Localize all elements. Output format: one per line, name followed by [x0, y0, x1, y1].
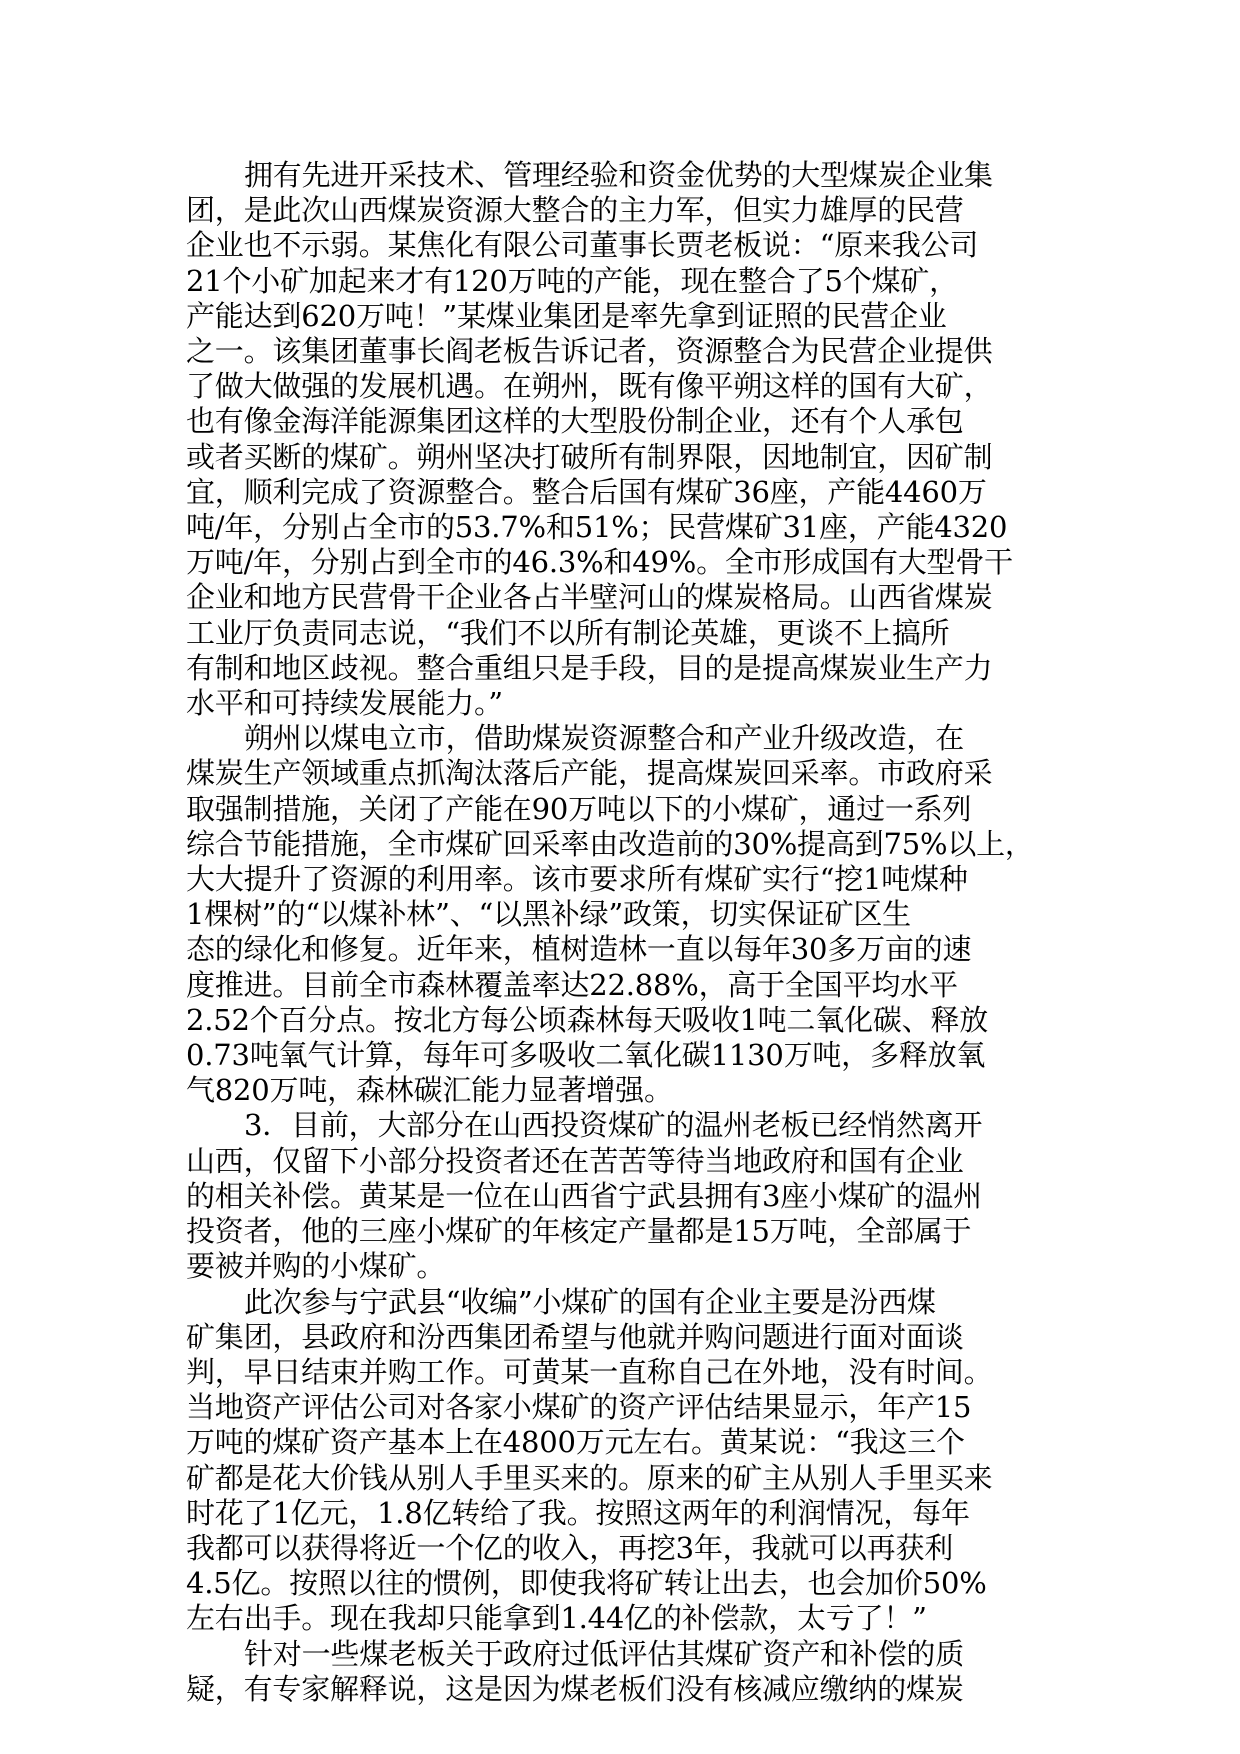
paragraph-expert-explanation: 针对一些煤老板关于政府过低评估其煤矿资产和补偿的质 疑，有专家解释说，这是因为煤老板们没有核减应缴纳的煤炭 [186, 1636, 965, 1706]
paragraph-resource-integration: 拥有先进开采技术、管理经验和资金优势的大型煤炭企业集 团，是此次山西煤炭资源大整合的主力军，但实力雄厚的民营 企业也不示弱。某焦化有限公司董事长贾老板说：“原来我公司 21个小矿加起来才有120万吨的产能，现在整合了5个煤矿， 产能达到620万吨！”某煤业集团是率先拿到证照的民营企业 之一。该集团董事长阎老板告诉记者，资源整合为民营企业提供 了做大做强的发展机遇。在朔州，既有像平朔这样的国有大矿， 也有像金海洋能源集团这样的大型股份制企业，还有个人承包 或者买断的煤矿。朔州坚决打破所有制界限，因地制宜，因矿制 宜，顺利完成了资源整合。整合后国有煤矿36座，产能4460万 吨/年，分别占全市的53.7%和51%；民营煤矿31座，产能4320 万吨/年，分别占到全市的46.3%和49%。全市形成国有大型骨干 企业和地方民营骨干企业各占半壁河山的煤炭格局。山西省煤炭 工业厅负责同志说，“我们不以所有制论英雄，更谈不上搞所 有制和地区歧视。整合重组只是手段，目的是提高煤炭业生产力 水平和可持续发展能力。” [186, 158, 1013, 721]
article-body [186, 158, 1056, 1707]
paragraph-wenzhou-investors: 3．目前，大部分在山西投资煤矿的温州老板已经悄然离开 山西，仅留下小部分投资者还在苦苦等待当地政府和国有企业 的相关补偿。黄某是一位在山西省宁武县拥有3座小煤矿的温州 投资者，他的三座小煤矿的年核定产量都是15万吨，全部属于 要被并购的小煤矿。 [186, 1108, 983, 1284]
paragraph-merger-negotiation: 此次参与宁武县“收编”小煤矿的国有企业主要是汾西煤 矿集团，县政府和汾西集团希望与他就并购问题进行面对面谈 判，早日结束并购工作。可黄某一直称自己在外地，没有时间。 当地资产评估公司对各家小煤矿的资产评估结果显示，年产15 万吨的煤矿资产基本上在4800万元左右。黄某说：“我这三个 矿都是花大价钱从别人手里买来的。原来的矿主从别人手里买来 时花了1亿元，1.8亿转给了我。按照这两年的利润情况，每年 我都可以获得将近一个亿的收入，再挖3年，我就可以再获利 4.5亿。按照以往的惯例，即使我将矿转让出去，也会加价50% 左右出手。现在我却只能拿到1.44亿的补偿款，太亏了！” [186, 1284, 993, 1636]
paragraph-shuozhou-ecology: 朔州以煤电立市，借助煤炭资源整合和产业升级改造，在 煤炭生产领域重点抓淘汰落后产能，提高煤炭回采率。市政府采 取强制措施，关闭了产能在90万吨以下的小煤矿，通过一系列 综合节能措施，全市煤矿回采率由改造前的30%提高到75%以上， 大大提升了资源的利用率。该市要求所有煤矿实行“挖1吨煤种 1棵树”的“以煤补林”、“以黑补绿”政策，切实保证矿区生 态的绿化和修复。近年来，植树造林一直以每年30多万亩的速 度推进。目前全市森林覆盖率达22.88%，高于全国平均水平 2.52个百分点。按北方每公顷森林每天吸收1吨二氧化碳、释放 0.73吨氧气计算，每年可多吸收二氧化碳1130万吨，多释放氧 气820万吨，森林碳汇能力显著增强。 [186, 721, 1034, 1108]
